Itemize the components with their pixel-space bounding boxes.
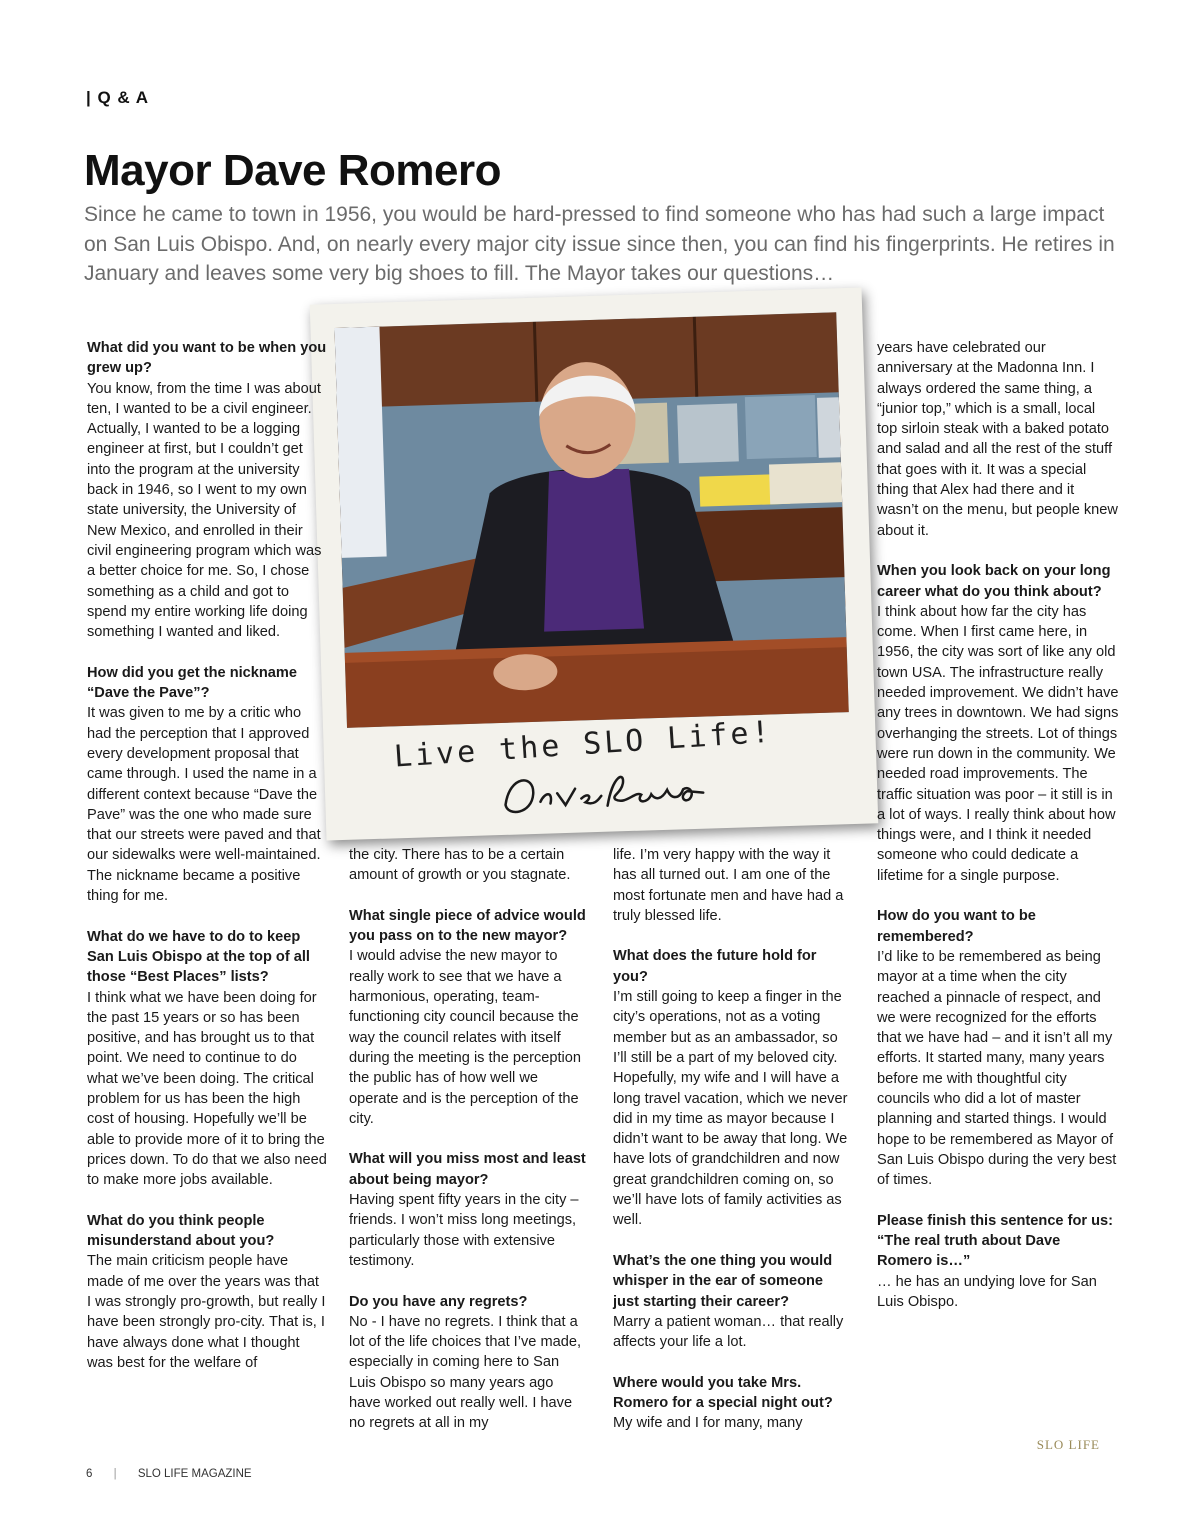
signature-graphic	[494, 758, 736, 826]
qa-item	[349, 906, 589, 1129]
column-1	[87, 338, 327, 1373]
answer: You know, from the time I was about ten, I wanted to be a civil engineer. Actually, I wanted to be a logging engineer at first, but I couldn’t get into the program at the university back in 1946, so I went to my own state university, the University of New Mexico, and enrolled in their civil engineering program which was a better choice for me. So, I chose something as a child and got to spend my entire working life doing something I wanted and liked.	[87, 380, 322, 641]
question: What do we have to do to keep San Luis Obispo at the top of all those “Best Places” lists?	[87, 928, 310, 986]
polaroid-photo	[310, 287, 879, 840]
qa-item	[877, 561, 1119, 886]
question: Where would you take Mrs. Romero for a special night out?	[613, 1374, 833, 1412]
qa-item	[877, 1211, 1119, 1312]
section-label: | Q & A	[86, 88, 150, 107]
qa-item	[349, 1149, 589, 1271]
answer: Having spent fifty years in the city – friends. I won’t miss long meetings, particularly those with extensive testimony.	[349, 1192, 579, 1269]
answer: I think what we have been doing for the past 15 years or so has been positive, and has brought us to that point. We need to continue to do what we’ve been doing. The critical problem for us has been the high cost of housing. Hopefully we’ll be able to provide more of it to bring the prices down. To do that we also need to make more jobs available.	[87, 989, 327, 1189]
answer: I’d like to be remembered as being mayor at a time when the city reached a pinnacle of respect, and we were recognized for the efforts that we have had – and it isn’t all my efforts. It started many, many years before me with thoughtful city councils who did a lot of master planning and started things. I would hope to be remembered as Mayor of San Luis Obispo during the very best of times.	[877, 948, 1117, 1189]
answer: No - I have no regrets. I think that a lot of the life choices that I’ve made, especially in coming here to San Luis Obispo so many years ago have worked out really well. I have no regrets at all in my	[349, 1313, 582, 1432]
question: When you look back on your long career what do you think about?	[877, 563, 1111, 600]
answer: … he has an undying love for San Luis Obispo.	[877, 1273, 1097, 1310]
qa-item	[613, 1251, 853, 1352]
question: What did you want to be when you grew up?	[87, 340, 327, 377]
answer-continued: the city. There has to be a certain amount of growth or you stagnate.	[349, 847, 571, 884]
question: Please finish this sentence for us: “The real truth about Dave Romero is…”	[877, 1212, 1114, 1270]
question: What will you miss most and least about being mayor?	[349, 1151, 586, 1188]
qa-item	[87, 927, 327, 1191]
column-3	[613, 845, 853, 1434]
mayor-photo	[334, 312, 848, 728]
qa-item	[613, 946, 853, 1230]
page-number: 6	[86, 1468, 93, 1480]
deck: Since he came to town in 1956, you would be hard-pressed to find someone who has had such a large impact on San Luis Obispo. And, on nearly every major city issue since then, you can find his fingerprints. He retires in January and leaves some very big shoes to fill. The Mayor takes our questions…	[84, 203, 1115, 285]
answer: Marry a patient woman… that really affects your life a lot.	[613, 1313, 844, 1351]
qa-item	[349, 1292, 589, 1434]
qa-item	[877, 906, 1119, 1190]
answer: The main criticism people have made of me over the years was that I was strongly pro-growth, but really I have been strongly pro-city. That is, I have always done what I thought was best for the welfare of	[87, 1253, 326, 1371]
qa-item	[613, 1373, 853, 1434]
qa-item	[349, 845, 589, 886]
qa-item	[87, 663, 327, 907]
headline: Mayor Dave Romero	[84, 146, 501, 195]
answer: I’m still going to keep a finger in the city’s operations, not as a voting member but as an ambassador, so I’ll still be a part of my beloved city. Hopefully, my wife and I will have a long travel vacation, which we never did in my time as mayor because I didn’t want to be away that long. We have lots of grandchildren and now great grandchildren coming on, so we’ll have lots of family activities as well.	[613, 989, 848, 1229]
question: What’s the one thing you would whisper in the ear of someone just starting their career?	[613, 1252, 833, 1310]
footer-separator: |	[113, 1468, 117, 1480]
column-4	[877, 338, 1119, 1312]
answer: My wife and I for many, many	[613, 1415, 803, 1432]
magazine-name: SLO LIFE MAGAZINE	[137, 1468, 252, 1480]
question: What do you think people misunderstand about you?	[87, 1212, 275, 1250]
running-head: SLO LIFE	[1036, 1437, 1100, 1452]
qa-item	[877, 338, 1119, 541]
answer-continued: years have celebrated our anniversary at the Madonna Inn. I always ordered the same thing, a “junior top,” which is a small, local top sirloin steak with a baked potato and salad and all the rest of the stuff that goes with it. It was a special thing that Alex had there and it wasn’t on the menu, but people knew about it.	[877, 340, 1118, 539]
answer: I would advise the new mayor to really work to see that we have a harmonious, operating, team-functioning city council because the way the council relates with itself during the meeting is the perception the public has of how well we operate and is the perception of the city.	[349, 948, 582, 1127]
handwritten-caption: Live the SLO Life!	[392, 714, 774, 775]
question: Do you have any regrets?	[349, 1293, 528, 1310]
page-footer	[86, 1468, 252, 1480]
answer: I think about how far the city has come. When I first came here, in 1956, the city was sort of like any old town USA. The infrastructure really needed improvement. We didn’t have any trees in downtown. We had signs overhanging the streets. Lot of things were run down in the community. We needed road improvements. The traffic situation was poor – it still is in a lot of ways. I really think about how things were, and I think it needed someone who could dedicate a lifetime for a single purpose.	[877, 603, 1119, 884]
qa-item	[87, 1211, 327, 1373]
question: How did you get the nickname “Dave the Pave”?	[87, 664, 298, 702]
question: How do you want to be remembered?	[877, 908, 1036, 945]
qa-item	[87, 338, 327, 642]
answer-continued: life. I’m very happy with the way it has all turned out. I am one of the most fortunate men and have had a truly blessed life.	[613, 847, 844, 924]
question: What single piece of advice would you pass on to the new mayor?	[349, 907, 586, 945]
mayor-photo-illustration	[334, 312, 848, 728]
column-2	[349, 845, 589, 1434]
question: What does the future hold for you?	[613, 948, 817, 985]
qa-item	[613, 845, 853, 926]
answer: It was given to me by a critic who had the perception that I approved every development proposal that came through. I used the name in a different context because “Dave the Pave” was the one who made sure that our streets were paved and that our sidewalks were well-maintained. The nickname became a positive thing for me.	[87, 705, 321, 905]
